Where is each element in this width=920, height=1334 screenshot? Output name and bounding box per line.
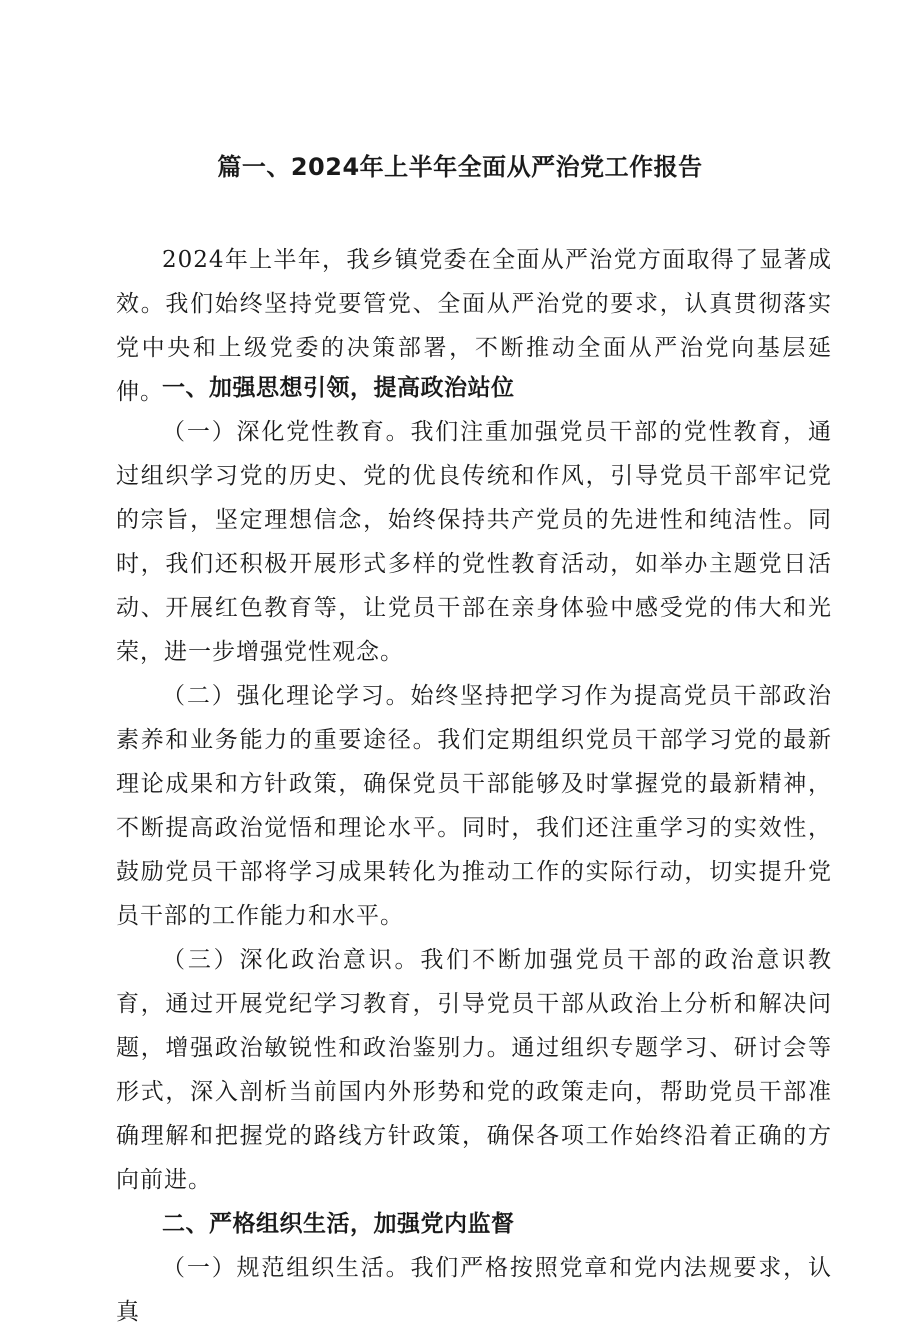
paragraph-2-1: （一）规范组织生活。我们严格按照党章和党内法规要求，认真 (116, 1255, 832, 1325)
section-heading-2: 二、严格组织生活，加强党内监督 (162, 1211, 515, 1237)
paragraph-1-2: （二）强化理论学习。始终坚持把学习作为提高党员干部政治素养和业务能力的重要途径。我们定期组织党员干部学习党的最新理论成果和方针政策，确保党员干部能够及时掌握党的最新精神，不断提高政治觉悟和理论水平。同时，我们还注重学习的实效性，鼓励党员干部将学习成果转化为推动工作的实际行动，切实提升党员干部的工作能力和水平。 (116, 683, 832, 929)
document-title: 篇一、2024年上半年全面从严治党工作报告 (217, 153, 703, 181)
paragraph-1-3: （三）深化政治意识。我们不断加强党员干部的政治意识教育，通过开展党纪学习教育，引导党员干部从政治上分析和解决问题，增强政治敏锐性和政治鉴别力。通过组织专题学习、研讨会等形式，深入剖析当前国内外形势和党的政策走向，帮助党员干部准确理解和把握党的路线方针政策，确保各项工作始终沿着正确的方向前进。 (116, 947, 832, 1193)
intro-paragraph: 2024年上半年，我乡镇党委在全面从严治党方面取得了显著成效。我们始终坚持党要管党、全面从严治党的要求，认真贯彻落实党中央和上级党委的决策部署，不断推动全面从严治党向基层延伸。 (116, 247, 832, 405)
section-heading-1: 一、加强思想引领，提高政治站位 (162, 375, 515, 401)
report-body (116, 366, 832, 1334)
paragraph-1-1: （一）深化党性教育。我们注重加强党员干部的党性教育，通过组织学习党的历史、党的优良传统和作风，引导党员干部牢记党的宗旨，坚定理想信念，始终保持共产党员的先进性和纯洁性。同时，我们还积极开展形式多样的党性教育活动，如举办主题党日活动、开展红色教育等，让党员干部在亲身体验中感受党的伟大和光荣，进一步增强党性观念。 (116, 419, 832, 665)
